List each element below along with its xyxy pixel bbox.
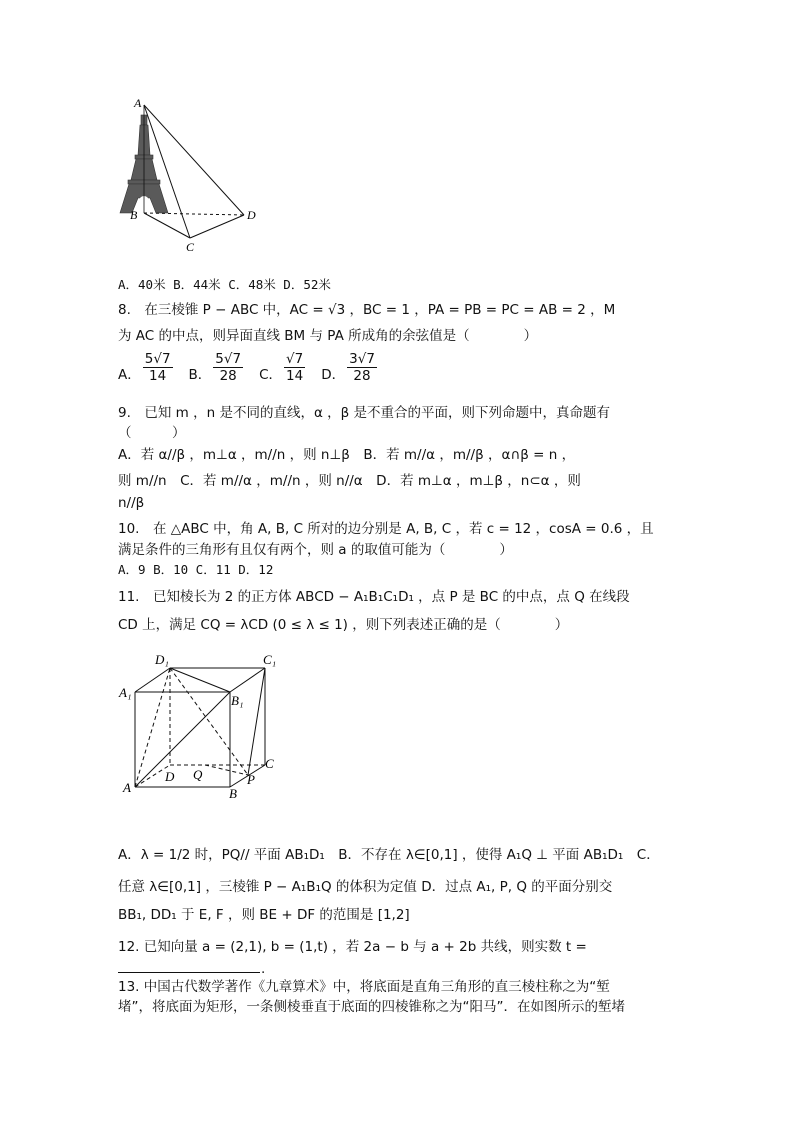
- q7-options: A．40米 B．44米 C．48米 D．52米: [118, 277, 331, 292]
- q9-line4: 则 m//n C．若 m//α ，m//n ，则 n//α D．若 m⊥α ，m⊥β ，n⊂α ，则: [118, 473, 581, 489]
- q8-fraction-c-den: 14: [286, 368, 304, 384]
- cube-edge-B1C1: [230, 668, 265, 692]
- cube-edge-C1P: [248, 668, 265, 775]
- q10-line1: 10. 在 △ABC 中，角 A, B, C 所对的边分别是 A, B, C ，若 c = 12 ，cosA = 0.6 ，且: [118, 521, 654, 537]
- q8-fraction-d-den: 28: [353, 368, 371, 384]
- q11-line5: BB₁, DD₁ 于 E, F ，则 BE + DF 的范围是 [1,2]: [118, 907, 410, 923]
- q13-line1: 13. 中国古代数学著作《九章算术》中，将底面是直角三角形的直三棱柱称之为“堑: [118, 979, 610, 995]
- cube-label-A: A: [123, 780, 131, 795]
- tower-figure: [110, 95, 270, 255]
- q8-fraction-b: [213, 351, 243, 384]
- q8-fraction-d: [347, 351, 377, 384]
- q8-fraction-d-num: 3√7: [349, 351, 375, 367]
- q9-line5: n//β: [118, 495, 145, 511]
- label-C: C: [186, 240, 195, 254]
- label-D: D: [247, 208, 256, 222]
- q9-line2: （ ）: [118, 425, 186, 441]
- cube-edge-A1D1: [135, 668, 170, 692]
- q8-fraction-a-num: 5√7: [144, 351, 171, 367]
- q10-line2: 满足条件的三角形有且仅有两个，则 a 的取值可能为（ ）: [118, 542, 513, 558]
- q9-line1: 9. 已知 m ，n 是不同的直线，α ，β 是不重合的平面，则下列命题中，真命题有: [118, 405, 611, 421]
- cube-label-C: C: [265, 756, 274, 771]
- q8-option-A: A．: [118, 367, 141, 383]
- cube-label-D: D: [165, 769, 175, 784]
- q8-fraction-c: [284, 351, 305, 384]
- cube-label-A1: A₁: [119, 685, 132, 700]
- q8-fraction-c-num: √7: [286, 351, 304, 367]
- label-B: B: [130, 208, 138, 222]
- cube-label-B1: B₁: [231, 693, 244, 708]
- q8-fraction-a-den: 14: [149, 368, 167, 384]
- q8-option-B: B．: [188, 367, 212, 383]
- cube-label-C1: C₁: [263, 652, 277, 667]
- cube-label-P: P: [247, 772, 255, 787]
- q9-line3: A．若 α//β ，m⊥α ，m//n ，则 n⊥β B．若 m//α ，m//β ，α∩β = n ，: [118, 447, 576, 463]
- cube-label-D1: D₁: [155, 652, 169, 667]
- q12-answer-blank: [118, 972, 260, 973]
- cube-label-B: B: [229, 786, 237, 800]
- q13-line2: 堵”，将底面为矩形，一条侧棱垂直于底面的四棱锥称之为“阳马”．在如图所示的堑堵: [118, 999, 625, 1015]
- label-A: A: [134, 96, 142, 110]
- q8-fraction-b-num: 5√7: [215, 351, 242, 367]
- q11-line4: 任意 λ∈[0,1] ，三棱锥 P − A₁B₁Q 的体积为定值 D．过点 A₁, P, Q 的平面分别交: [118, 879, 613, 895]
- q11-line2: CD 上，满足 CQ = λCD (0 ≤ λ ≤ 1) ，则下列表述正确的是（ ）: [118, 617, 569, 633]
- q8-fraction-b-den: 28: [219, 368, 237, 384]
- edge-CD: [190, 215, 244, 238]
- q8-option-C: C．: [259, 367, 283, 383]
- q10-options: A．9 B．10 C．11 D．12: [118, 562, 274, 577]
- q8-fraction-a: [143, 351, 173, 384]
- q8-options: [118, 348, 379, 384]
- q8-option-D: D．: [321, 367, 346, 383]
- cube-label-Q: Q: [193, 767, 203, 782]
- cube-figure: [115, 650, 285, 800]
- q8-line1: 8. 在三棱锥 P − ABC 中，AC = √3 ，BC = 1 ，PA = PB = PC = AB = 2 ，M: [118, 302, 616, 318]
- q11-line1: 11. 已知棱长为 2 的正方体 ABCD − A₁B₁C₁D₁ ，点 P 是 BC 的中点，点 Q 在线段: [118, 589, 630, 605]
- q11-line3: A．λ = 1/2 时，PQ// 平面 AB₁D₁ B．不存在 λ∈[0,1] ，使得 A₁Q ⊥ 平面 AB₁D₁ C．: [118, 847, 660, 863]
- q12-line1: 12. 已知向量 a = (2,1), b = (1,t) ，若 2a − b 与 a + 2b 共线，则实数 t =: [118, 939, 587, 955]
- q8-line2: 为 AC 的中点，则异面直线 BM 与 PA 所成角的余弦值是（ ）: [118, 328, 538, 344]
- q12-line2: .: [261, 961, 266, 977]
